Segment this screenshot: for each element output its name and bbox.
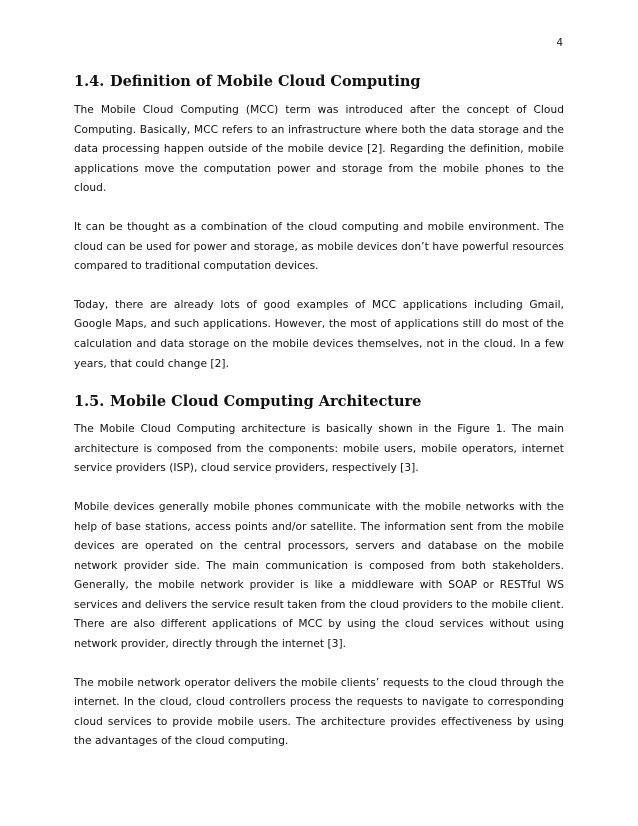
paragraph: The mobile network operator delivers the mobile clients’ requests to the cloud through the internet. In the cloud, cloud controllers process the requests to navigate to corresponding cloud services to provide mobile users. The architecture provides effectiveness by using the advantages of the cloud computing. <box>74 676 564 748</box>
section-number: 1.4. <box>74 73 105 90</box>
section-title: Mobile Cloud Computing Architecture <box>110 393 422 411</box>
paragraph: Mobile devices generally mobile phones communicate with the mobile networks with the help of base stations, access points and/or satellite. The information sent from the mobile devices are operated on the central processors, servers and database on the mobile network provider side. The main communication is composed from both stakeholders. Generally, the mobile network provider is like a middleware with SOAP or RESTful WS services and delivers the service result taken from the cloud providers to the mobile client. There are also different applications of MCC by using the cloud services without using network provider, directly through the internet [3]. <box>74 500 564 651</box>
page-number: 4 <box>556 37 563 49</box>
section-heading-1-4 <box>74 72 564 92</box>
document-body <box>74 72 564 752</box>
paragraph: It can be thought as a combination of the cloud computing and mobile environment. The cloud can be used for power and storage, as mobile devices don’t have powerful resources compared to traditional computation devices. <box>74 220 564 273</box>
section-number: 1.5. <box>74 393 105 411</box>
paragraph: Today, there are already lots of good examples of MCC applications including Gmail, Google Maps, and such applications. However, the most of applications still do most of the calculation and data storage on the mobile devices themselves, not in the cloud. In a few years, that could change [2]. <box>74 298 564 370</box>
section-title: Definition of Mobile Cloud Computing <box>110 73 421 90</box>
paragraph: The Mobile Cloud Computing (MCC) term was introduced after the concept of Cloud Computing. Basically, MCC refers to an infrastructure where both the data storage and the data processing happen outside of the mobile device [2]. Regarding the definition, mobile applications move the computation power and storage from the mobile phones to the cloud. <box>74 104 564 195</box>
paragraph: The Mobile Cloud Computing architecture is basically shown in the Figure 1. The main architecture is composed from the components: mobile users, mobile operators, internet service providers (ISP), cloud service providers, respectively [3]. <box>74 423 564 475</box>
section-heading-1-5 <box>74 392 564 412</box>
